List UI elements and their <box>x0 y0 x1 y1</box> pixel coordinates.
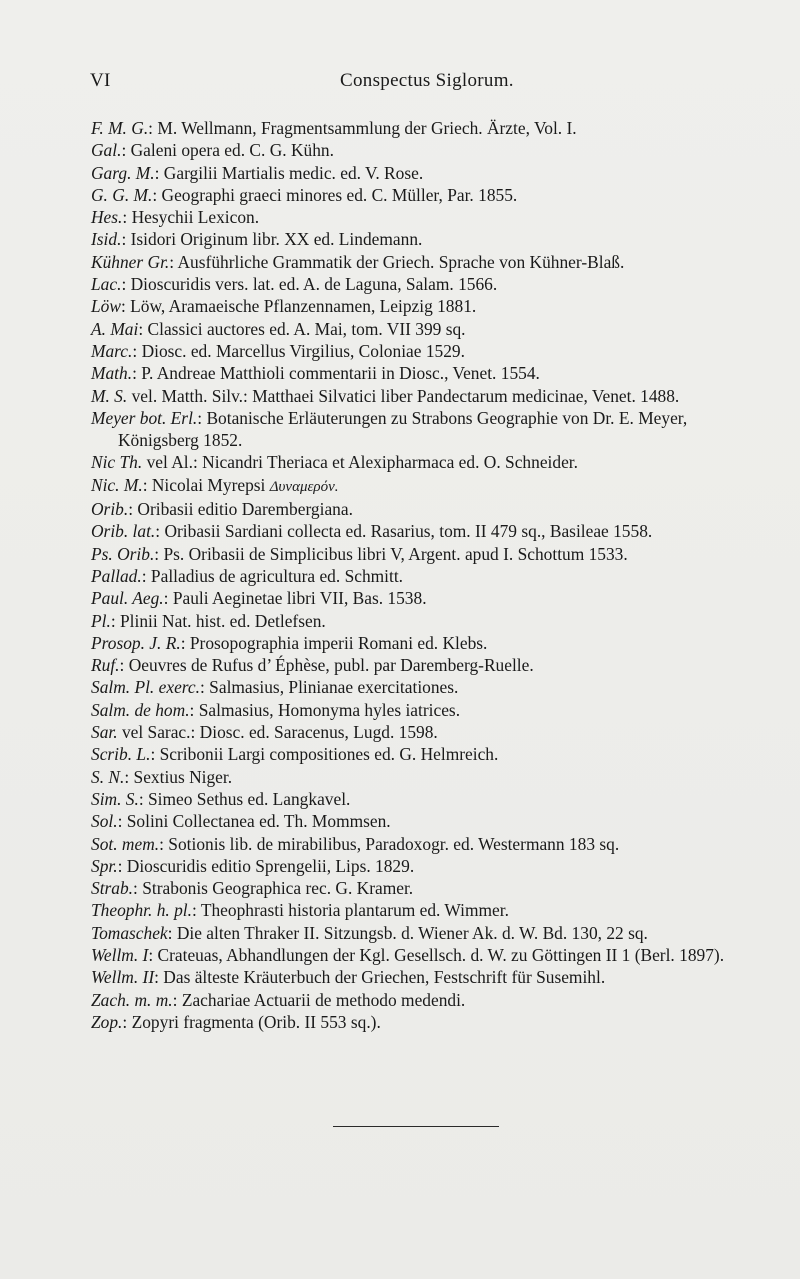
siglum-abbreviation: Scrib. L. <box>91 744 151 765</box>
siglum-abbreviation: Marc. <box>91 340 133 361</box>
siglum-separator: : <box>132 363 142 384</box>
siglum-abbreviation: Theophr. h. pl. <box>91 900 192 921</box>
siglum-entry <box>91 944 761 966</box>
siglum-entry <box>91 251 761 273</box>
siglum-description: vel Al.: Nicandri Theriaca et Alexipharmaca ed. O. Schneider. <box>146 452 578 473</box>
siglum-abbreviation: Paul. Aeg. <box>91 588 164 609</box>
siglum-description: Hesychii Lexicon. <box>131 207 260 228</box>
siglum-description: Ausführliche Grammatik der Griech. Sprache von Kühner-Blaß. <box>177 251 625 272</box>
siglum-description: Oeuvres de Rufus d’ Éphèse, publ. par Daremberg-Ruelle. <box>128 655 534 676</box>
siglum-description: Ps. Oribasii de Simplicibus libri V, Argent. apud I. Schottum 1533. <box>163 543 628 564</box>
siglum-description: Zopyri fragmenta (Orib. II 553 sq.). <box>131 1011 381 1032</box>
siglum-description: Salmasius, Plinianae exercitationes. <box>209 677 459 698</box>
siglum-description: Galeni opera ed. C. G. Kühn. <box>130 140 334 161</box>
siglum-abbreviation: Garg. M. <box>91 162 155 183</box>
siglum-entry <box>91 362 761 384</box>
running-head <box>90 70 740 98</box>
page-number: VI <box>90 70 111 91</box>
siglum-abbreviation: Prosop. J. R. <box>91 632 181 653</box>
siglum-entry <box>91 117 761 139</box>
siglum-abbreviation: Zach. m. m. <box>91 989 173 1010</box>
siglum-separator: : <box>142 474 152 495</box>
siglum-separator: : <box>152 184 162 205</box>
siglum-description: Crateuas, Abhandlungen der Kgl. Gesellsch. d. W. zu Göttingen II 1 (Berl. 1897). <box>157 944 725 965</box>
siglum-description: Sextius Niger. <box>133 766 233 787</box>
siglum-separator: : <box>191 900 201 921</box>
siglum-abbreviation: Tomaschek <box>91 922 168 943</box>
siglum-entry <box>91 833 761 855</box>
siglum-separator: : <box>132 340 142 361</box>
siglum-separator: : <box>189 699 199 720</box>
siglum-entry <box>91 273 761 295</box>
siglum-description: Pauli Aeginetae libri VII, Bas. 1538. <box>172 588 427 609</box>
siglum-description: Die alten Thraker II. Sitzungsb. d. Wiener Ak. d. W. Bd. 130, 22 sq. <box>176 922 648 943</box>
siglum-entry <box>91 587 761 609</box>
siglum-description: Das älteste Kräuterbuch der Griechen, Festschrift für Susemihl. <box>163 967 606 988</box>
siglum-entry <box>91 184 761 206</box>
siglum-description: Solini Collectanea ed. Th. Mommsen. <box>126 811 391 832</box>
siglum-separator: : <box>124 766 134 787</box>
siglum-abbreviation: Hes. <box>91 207 123 228</box>
siglum-abbreviation: Meyer bot. Erl. <box>91 407 198 428</box>
siglum-abbreviation: Math. <box>91 363 133 384</box>
siglum-abbreviation: G. G. M. <box>91 184 153 205</box>
siglum-entry <box>91 295 761 317</box>
siglum-abbreviation: Sim. S. <box>91 788 139 809</box>
siglum-description: Oribasii editio Darembergiana. <box>137 499 353 520</box>
siglum-entry <box>91 206 761 228</box>
siglum-separator: : <box>148 118 158 138</box>
siglum-abbreviation: Salm. de hom. <box>91 699 190 720</box>
siglum-separator: : <box>141 565 151 586</box>
siglum-entry <box>91 520 761 542</box>
siglum-abbreviation: Ruf. <box>91 655 120 676</box>
siglum-separator: : <box>110 610 120 631</box>
siglum-description: Simeo Sethus ed. Langkavel. <box>148 788 351 809</box>
siglum-description: Gargilii Martialis medic. ed. V. Rose. <box>163 162 424 183</box>
siglum-description: Classici auctores ed. A. Mai, tom. VII 399 sq. <box>147 318 466 339</box>
siglum-separator: : <box>167 922 177 943</box>
siglum-description: Dioscuridis vers. lat. ed. A. de Laguna, Salam. 1566. <box>130 274 498 295</box>
siglum-abbreviation: Spr. <box>91 855 118 876</box>
siglum-description: Salmasius, Homonyma hyles iatrices. <box>198 699 461 720</box>
siglum-description: Löw, Aramaeische Pflanzennamen, Leipzig 1881. <box>130 296 477 317</box>
siglum-entry <box>91 474 761 498</box>
siglum-abbreviation: Gal. <box>91 140 122 161</box>
siglum-abbreviation: Kühner Gr. <box>91 251 170 272</box>
siglum-abbreviation: Pl. <box>91 610 111 631</box>
siglum-entry <box>91 340 761 362</box>
siglum-entry <box>91 855 761 877</box>
siglum-description: vel. Matth. Silv.: Matthaei Silvatici liber Pandectarum medicinae, Venet. 1488. <box>131 385 680 406</box>
siglum-separator: : <box>138 318 148 339</box>
siglum-description: Diosc. ed. Marcellus Virgilius, Coloniae 1529. <box>141 340 465 361</box>
siglum-separator: : <box>119 655 129 676</box>
siglum-abbreviation: A. Mai <box>91 318 139 339</box>
siglum-abbreviation: F. M. G. <box>91 118 149 138</box>
siglum-separator: : <box>133 878 143 899</box>
siglum-entry <box>91 318 761 340</box>
siglum-entry <box>91 676 761 698</box>
siglum-separator: : <box>120 296 131 317</box>
page-title: Conspectus Siglorum. <box>340 70 514 91</box>
siglum-separator: : <box>154 967 164 988</box>
siglum-abbreviation: Wellm. I <box>91 944 149 965</box>
siglum-entry <box>91 407 761 452</box>
siglum-description: Zachariae Actuarii de methodo medendi. <box>181 989 466 1010</box>
siglum-entry <box>91 788 761 810</box>
siglum-separator: : <box>121 274 131 295</box>
siglum-entry <box>91 451 761 473</box>
siglum-abbreviation: Sot. mem. <box>91 833 160 854</box>
siglum-entry <box>91 922 761 944</box>
siglum-entry <box>91 899 761 921</box>
siglum-abbreviation: Nic Th. <box>91 452 143 473</box>
siglum-separator: : <box>197 407 207 428</box>
siglum-separator: : <box>122 1011 132 1032</box>
siglum-description: Strabonis Geographica rec. G. Kramer. <box>142 878 414 899</box>
siglum-description: Prosopographia imperii Romani ed. Klebs. <box>189 632 488 653</box>
siglum-separator: : <box>121 229 131 250</box>
sigla-list <box>91 117 761 1033</box>
siglum-separator: : <box>122 207 132 228</box>
siglum-separator: : <box>154 543 164 564</box>
siglum-abbreviation: Salm. Pl. exerc. <box>91 677 200 698</box>
siglum-entry <box>91 877 761 899</box>
siglum-abbreviation: Orib. <box>91 499 129 520</box>
siglum-separator: : <box>117 811 127 832</box>
siglum-separator: : <box>138 788 149 809</box>
siglum-entry <box>91 743 761 765</box>
siglum-description: Plinii Nat. hist. ed. Detlefsen. <box>120 610 326 631</box>
siglum-description: Sotionis lib. de mirabilibus, Paradoxogr. ed. Westermann 183 sq. <box>168 833 620 854</box>
siglum-description: vel Sarac.: Diosc. ed. Saracenus, Lugd. 1598. <box>121 722 438 743</box>
siglum-entry <box>91 989 761 1011</box>
siglum-separator: : <box>148 944 158 965</box>
siglum-entry <box>91 610 761 632</box>
siglum-description: Geographi graeci minores ed. C. Müller, Par. 1855. <box>161 184 518 205</box>
siglum-entry <box>91 139 761 161</box>
siglum-abbreviation: Zop. <box>91 1011 123 1032</box>
siglum-description: Dioscuridis editio Sprengelii, Lips. 1829. <box>126 855 415 876</box>
siglum-separator: : <box>128 499 138 520</box>
siglum-separator: : <box>117 855 127 876</box>
siglum-abbreviation: Nic. M. <box>91 474 143 495</box>
siglum-entry <box>91 385 761 407</box>
siglum-entry <box>91 699 761 721</box>
siglum-separator: : <box>150 744 160 765</box>
siglum-entry <box>91 766 761 788</box>
siglum-description: Isidori Originum libr. XX ed. Lindemann. <box>130 229 423 250</box>
siglum-separator: : <box>172 989 182 1010</box>
siglum-entry <box>91 565 761 587</box>
siglum-abbreviation: Ps. Orib. <box>91 543 155 564</box>
siglum-abbreviation: Strab. <box>91 878 134 899</box>
siglum-separator: : <box>169 251 178 272</box>
siglum-abbreviation: Isid. <box>91 229 122 250</box>
siglum-description: Palladius de agricultura ed. Schmitt. <box>150 565 404 586</box>
siglum-description: M. Wellmann, Fragmentsammlung der Griech. Ärzte, Vol. I. <box>157 118 577 138</box>
siglum-abbreviation: Wellm. II <box>91 967 155 988</box>
siglum-entry <box>91 721 761 743</box>
siglum-entry <box>91 632 761 654</box>
siglum-entry <box>91 1011 761 1033</box>
siglum-separator: : <box>199 677 210 698</box>
siglum-abbreviation: Orib. lat. <box>91 521 156 542</box>
siglum-separator: : <box>154 162 164 183</box>
siglum-abbreviation: S. N. <box>91 766 125 787</box>
siglum-description: Nicolai Myrepsi <box>151 474 266 495</box>
siglum-entry <box>91 228 761 250</box>
siglum-entry <box>91 966 761 988</box>
siglum-description: Scribonii Largi compositiones ed. G. Helmreich. <box>159 744 499 765</box>
siglum-entry <box>91 543 761 565</box>
siglum-description: Oribasii Sardiani collecta ed. Rasarius, tom. II 479 sq., Basileae 1558. <box>164 521 653 542</box>
siglum-entry <box>91 654 761 676</box>
siglum-abbreviation: Sol. <box>91 811 118 832</box>
siglum-abbreviation: Löw <box>91 296 121 317</box>
closing-rule <box>333 1126 499 1127</box>
siglum-description: Botanische Erläuterungen zu Strabons Geographie von Dr. E. Meyer, Königsberg 1852. <box>118 407 688 451</box>
siglum-separator: : <box>159 833 169 854</box>
siglum-separator: : <box>121 140 131 161</box>
siglum-entry <box>91 162 761 184</box>
siglum-separator: : <box>163 588 173 609</box>
siglum-abbreviation: Lac. <box>91 274 122 295</box>
siglum-abbreviation: Pallad. <box>91 565 142 586</box>
siglum-description: P. Andreae Matthioli commentarii in Diosc., Venet. 1554. <box>141 363 540 384</box>
siglum-description: Theophrasti historia plantarum ed. Wimmer. <box>200 900 509 921</box>
siglum-separator: : <box>155 521 165 542</box>
siglum-entry <box>91 810 761 832</box>
siglum-abbreviation: M. S. <box>91 385 128 406</box>
siglum-separator: : <box>180 632 190 653</box>
siglum-entry <box>91 498 761 520</box>
greek-title: Δυναμερόν. <box>269 478 339 495</box>
siglum-abbreviation: Sar. <box>91 722 118 743</box>
